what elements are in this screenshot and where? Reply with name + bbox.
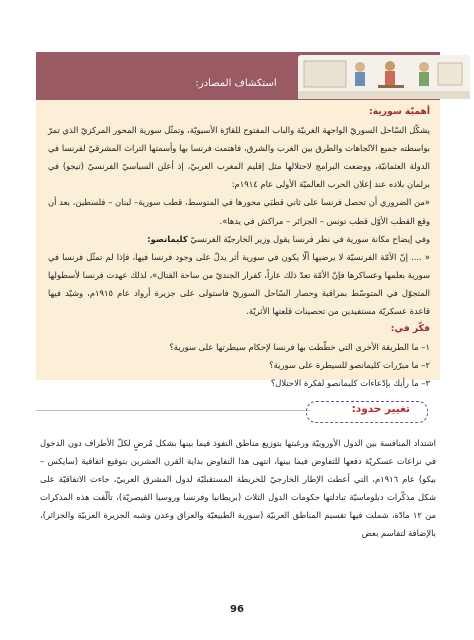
quote-clemenceau: « .... إنّ الأمّة الفرنسيّة لا يرضيها ألّا يكون في سورية أثر يدلّ على وجود فرنسا فيها، فإذا لم تمثّل فرنسا في سورية بعلمها وعساكرها فإنّ الأمّة تعدّ ذلك عاراً، كفرار الجنديّ من ساحة القتال»، لذلك عهدت فرنسا لأسطولها المتجوّل في المتوسّط بمراقبة وحصار السّاحل السوريّ فاستولى على جزيرة أرواد عام ١٩١٥م، وشيّد فيها قاعدة عسكريّة مستفيدين من تحصينات قلعتها الأثريّة. [48, 251, 430, 317]
think-heading: فكّر في: [390, 323, 430, 335]
children-drawing-icon [298, 55, 470, 99]
section-banner [36, 52, 440, 100]
question-item: ٣– ما رأيك بإدّعاءات كليمانصو لفكرة الاحتلال؟ [270, 378, 430, 389]
paragraph-coast: يشكّل السّاحل السوريّ الواجهة الغربيّة والباب المفتوح للقارّة الأسيويّة، وتمثّل سورية المحور المركزيّ الذي تمرّ بواسطته جميع الاتّجاهات والطرق بين الغرب والشرق، فاهتمت فرنسا بها وأسمتها التراث المشرقيّ لفرنسا في الدولة العثمانيّة، ووضعت البرامج لاحتلالها مثل إقليم المغرب العربيّ، إذ أعلن السياسيّ الفرنسيّ (تيجو) في برلمان بلاده عند إعلان الحرب العالميّة الأولى عام ١٩١٤م: [48, 125, 430, 190]
banner-title: استكشاف المصادر: [195, 78, 277, 89]
clemenceau-name: كليمانصو: [147, 233, 188, 244]
syria-importance-heading: أهميّة سورية: [369, 106, 430, 117]
quote-tijo: «من الضروري أن تحصل فرنسا على ثاني قطبَي محورها في المتوسط، قطب سورية– لبنان – فلسطين، بعد أن وقع القطب الأوّل قطب تونس – الجزائر – مراكش في يدها». [48, 197, 430, 226]
sources-content [48, 103, 430, 393]
section-divider [36, 410, 310, 411]
section-title-box [296, 401, 432, 421]
question-item: ١– ما الطريقة الأخرى التي خطّطت بها فرنسا لإحكام سيطرتها على سورية؟ [169, 342, 430, 353]
page-number: 96 [230, 604, 244, 615]
question-list [48, 338, 430, 392]
paragraph-clemenceau-intro [48, 230, 430, 248]
borders-paragraph: اشتداد المنافسة بين الدول الأوروبيّة ورغبتها بتوزيع مناطق النفوذ فيما بينها بشكل مُرضٍ لكلّ الأطراف دون الدخول في نزاعات عسكريّة دفعها للتفاوض فيما بينها، انتهى هذا التفاوض بداية القرن العشرين بتوقيع اتفاقية (سايكس – بيكو) عام ١٩١٦م، التي أعطت الإطار الخارجيّ للخريطة المستقبليّة لدول المشرق العربيّ، جاءت الاتفاقيّة على شكل مذكّرات دبلوماسيّة تبادلتها حكومات الدول الثلاث (بريطانيا وفرنسا وروسيا القيصريّة)، تألّفت هذه المذكرات من ١٢ مادّة، شملت فيها تقسيم المناطق العربيّة (سورية الطبيعيّة والعراق وعدن وشبه الجزيرة العربيّة والجزائر)، بالإضافة لتقاسم بعض [40, 438, 436, 539]
children-illustration [298, 55, 470, 99]
borders-change-title: تغيير حدود: [351, 403, 410, 415]
question-item: ٢– ما مبرّرات كليمانصو للسيطرة على سورية؟ [269, 360, 430, 371]
intro-text: وفي إيضاح مكانة سورية في نظر فرنسا يقول وزير الخارجيّة الفرنسيّ [190, 233, 430, 244]
